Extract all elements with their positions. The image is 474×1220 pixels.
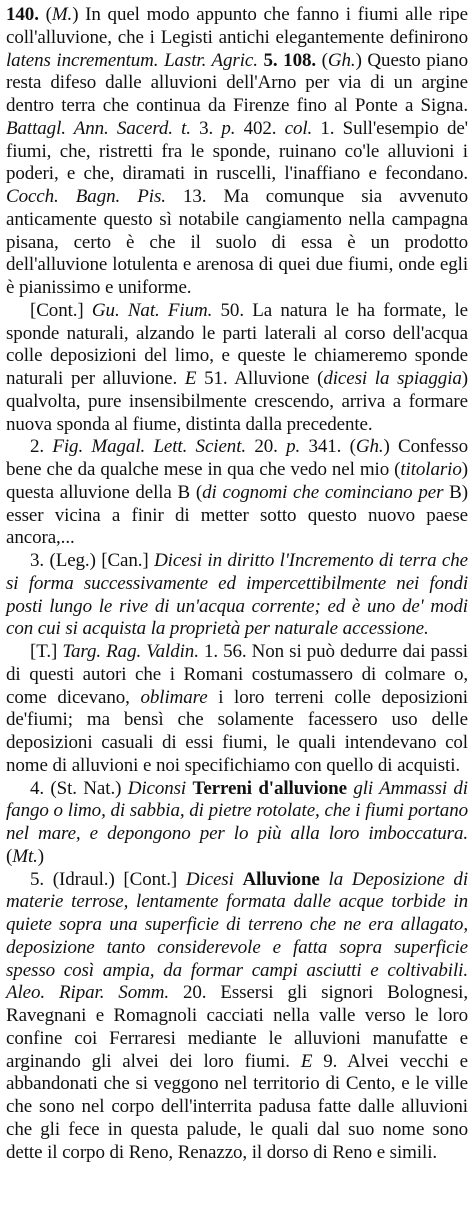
entry-paragraph: [6, 4, 468, 300]
text-run: [Cont.]: [30, 299, 92, 321]
text-run: B) esser vicina a finir di metter sotto questo nuovo paese ancora,...: [6, 481, 468, 549]
italic-text: oblimare: [140, 686, 208, 708]
italic-text: p.: [221, 117, 236, 139]
entry-paragraph: [6, 641, 468, 778]
text-run: 9. Alvei vecchi e abbandonati che si veggono nel territorio di Cento, e le ville che sono nel corpo dell'interrita padusa fatte dalle alluvioni che gli fece in questa palude, le quali dal suo nome sono dette il corpo di Reno, Renazzo, il dorso di Reno e simili.: [6, 1050, 468, 1163]
text-run: [T.]: [30, 641, 63, 662]
text-run: ) In quel modo appunto che fanno i fiumi alle ripe coll'alluvione, che i Legisti antichi elegantemente definirono: [6, 4, 468, 48]
text-run: 20.: [246, 436, 287, 458]
entry-paragraph: [6, 869, 468, 1165]
text-run: 50. La natura le ha formate, le sponde naturali, alzando le parti laterali al corso dell'acqua colle deposizioni del limo, e queste le chiameremo sponde naturali per alluvione.: [6, 299, 468, 389]
text-run: (: [6, 845, 13, 867]
italic-text: la Deposizione di materie terrose, lentamente formata dalle acque torbide in quiete sopra una superficie di terreno che ne era allagato, deposizione tanto considerevole e fatta sopra superficie spesso così ampia, da formar campi asciutti e coltivabili.: [6, 868, 468, 981]
text-run: ) Confesso bene che da qualche mese in qua che vedo nel mio (: [6, 436, 468, 480]
italic-text: dicesi la spiaggia: [323, 368, 462, 389]
text-run: (: [316, 49, 328, 71]
text-run: ) questa alluvione della B (: [6, 459, 468, 503]
italic-text: latens incrementum. Lastr. Agric.: [6, 49, 258, 71]
text-run: 5. (Idraul.) [Cont.]: [30, 868, 186, 890]
italic-text: titolario: [400, 459, 462, 480]
italic-text: p.: [286, 436, 301, 458]
italic-text: Dicesi: [185, 868, 234, 890]
text-run: 20. Essersi gli signori Bolognesi, Ravegnani e Romagnoli cacciati nella valle verso le loro confine coi Ferraresi mediante le alluvioni manufatte e arginando gli alvei dei loro fiumi.: [6, 982, 468, 1072]
text-run: 341. (: [300, 436, 356, 458]
entry-paragraph: [6, 436, 468, 550]
text-run: 1. Sull'esempio de' fiumi, che, ristretti fra le sponde, ruinano co'le alluvioni i poderi, e che, diramati in ruscelli, l'inaffiano e fecondano.: [6, 117, 468, 185]
italic-text: gli Ammassi di fango o limo, di sabbia, di pietre rotolate, che i fiumi portano nel mare, e depongono per lo più alla loro imboccatura.: [6, 777, 468, 844]
italic-text: M.: [51, 4, 73, 25]
italic-text: Diconsi: [127, 777, 187, 799]
italic-text: Aleo. Ripar. Somm.: [6, 982, 169, 1004]
italic-text: Gh.: [327, 49, 356, 71]
text-run: 2.: [30, 436, 53, 458]
text-run: 402.: [235, 117, 285, 139]
italic-text: di cognomi che cominciano per: [202, 481, 444, 503]
italic-text: Gu. Nat. Fium.: [91, 299, 213, 321]
text-run: [234, 869, 243, 890]
italic-text: Fig. Magal. Lett. Scient.: [52, 436, 247, 458]
bold-text: Terreni d'alluvione: [192, 777, 347, 799]
italic-text: E: [300, 1050, 313, 1072]
bold-text: Alluvione: [242, 868, 320, 890]
italic-text: Gh.: [355, 436, 384, 458]
bold-text: 5. 108.: [263, 49, 317, 71]
text-run: i loro terreni colle deposizioni de'fiumi; ma bensì che solamente facessero uso delle deposizioni casuali di essi fiumi, le quali intendevano col nome di alluvioni e noi specifichiamo con quello di acquisti.: [6, 686, 468, 776]
italic-text: Dicesi in diritto l'Incremento di terra che si forma successivamente ed impercettibilmente nei fondi posti lungo le rive di un'acqua corrente; ed è uno de' modi con cui si acquista la proprietà per naturale accessione.: [6, 550, 468, 640]
text-run: [320, 869, 329, 890]
text-run: 3. (Leg.) [Can.]: [30, 550, 155, 571]
italic-text: Mt.: [12, 845, 38, 867]
text-run: ): [37, 845, 45, 867]
italic-text: col.: [284, 117, 313, 139]
entry-paragraph: [6, 550, 468, 641]
text-run: ) Questo piano resta difeso dalle alluvioni dell'Arno per via di un argine dentro terra che continua da Firenze fino al Ponte a Signa.: [6, 49, 468, 116]
italic-text: Cocch. Bagn. Pis.: [6, 186, 166, 207]
bold-text: 140.: [6, 4, 39, 25]
text-run: 13. Ma comunque sia avvenuto anticamente questo sì notabile cangiamento nella campagna pisana, certo è che il suolo di essa è un prodotto dell'alluvione lotulenta e arenosa di quei due fiumi, onde egli è pianissimo e uniforme.: [6, 186, 468, 298]
entry-paragraph: [6, 778, 468, 869]
text-run: ) qualvolta, pure insensibilmente crescendo, arriva a formare nuova sponda al fiume, distinta dalla precedente.: [6, 368, 469, 435]
text-run: 3.: [190, 117, 222, 139]
text-run: 51. Alluvione (: [196, 368, 324, 389]
entry-paragraph: [6, 300, 468, 437]
text-run: 1. 56. Non si può dedurre dai passi di questi autori che i Romani costumassero di colmare o, come dicevano,: [6, 641, 468, 708]
italic-text: Battagl. Ann. Sacerd. t.: [6, 117, 191, 139]
italic-text: Targ. Rag. Valdin.: [62, 641, 199, 662]
text-run: 4. (St. Nat.): [30, 777, 128, 799]
text-run: (: [38, 4, 52, 25]
italic-text: E: [184, 368, 197, 389]
